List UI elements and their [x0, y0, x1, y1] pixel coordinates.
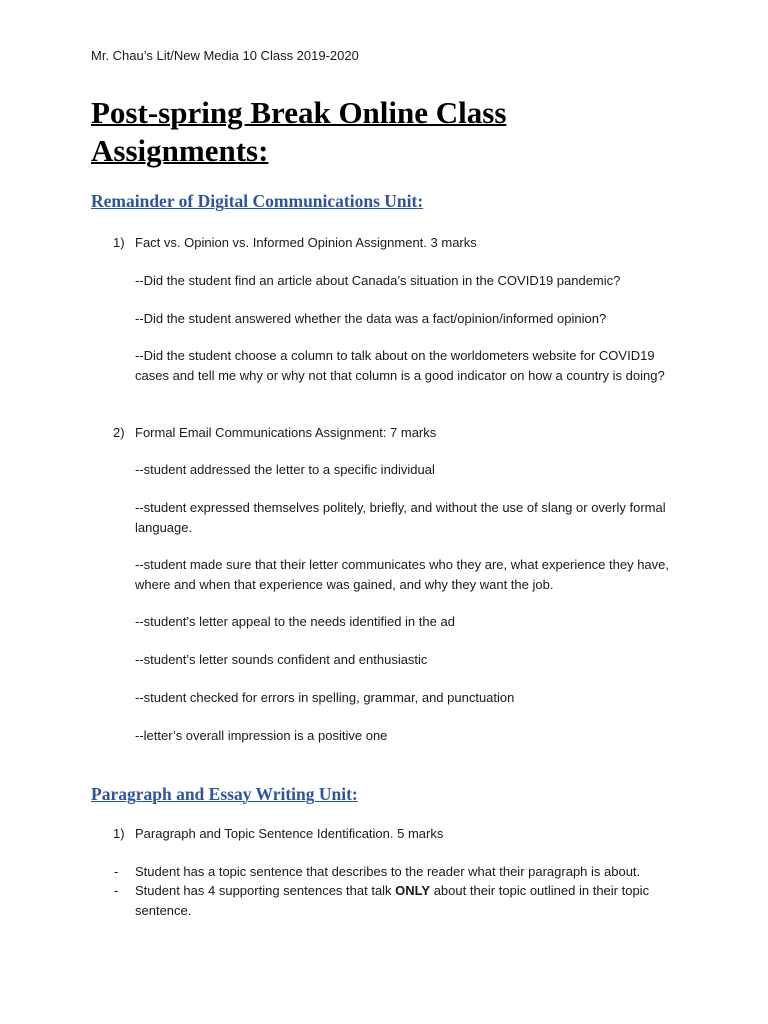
criterion-text: --student’s letter sounds confident and enthusiastic: [135, 652, 428, 667]
bullet-text: Student has a topic sentence that describes to the reader what their paragraph is about.: [135, 864, 641, 879]
bullet-text-emphasis: ONLY: [395, 883, 431, 898]
criterion-text: --student expressed themselves politely, briefly, and without the use of slang or overly formal language.: [135, 500, 666, 535]
criterion-text: --Did the student choose a column to talk about on the worldometers website for COVID19 cases and tell me why or why not that column is a good indicator on how a country is doing?: [135, 348, 665, 383]
bullet-marker: -: [114, 864, 119, 879]
course-header: Mr. Chau’s Lit/New Media 10 Class 2019-2020: [91, 48, 359, 63]
assignment-title-fact-opinion: Fact vs. Opinion vs. Informed Opinion Assignment. 3 marks: [135, 235, 477, 250]
criterion-text: --student checked for errors in spelling, grammar, and punctuation: [135, 690, 515, 705]
criterion-text: --letter’s overall impression is a positive one: [135, 728, 388, 743]
bullet-text: [135, 881, 685, 920]
item-number: 1): [113, 826, 125, 841]
assignment-title-formal-email: Formal Email Communications Assignment: 7 marks: [135, 425, 437, 440]
criterion-text: --Did the student find an article about Canada’s situation in the COVID19 pandemic?: [135, 273, 621, 288]
item-number: 2): [113, 425, 125, 440]
assignment-title-paragraph-topic: Paragraph and Topic Sentence Identification. 5 marks: [135, 826, 444, 841]
criterion-text: --student’s letter appeal to the needs identified in the ad: [135, 614, 455, 629]
criterion-text: --student addressed the letter to a specific individual: [135, 462, 435, 477]
bullet-text-before: Student has 4 supporting sentences that talk: [135, 883, 396, 898]
bullet-marker: -: [114, 883, 119, 898]
criterion-text: --Did the student answered whether the data was a fact/opinion/informed opinion?: [135, 311, 607, 326]
title-line-1: Post-spring Break Online Class: [91, 95, 507, 130]
item-number: 1): [113, 235, 125, 250]
title-line-2: Assignments:: [91, 133, 269, 168]
page-title: [91, 94, 731, 170]
bullet-text-after: about their topic outlined in their topic sentence.: [135, 883, 650, 918]
criterion-text: --student made sure that their letter communicates who they are, what experience they have, where and when that experience was gained, and why they want the job.: [135, 557, 669, 592]
section-heading-digital-communications: Remainder of Digital Communications Unit:: [91, 191, 424, 211]
section-heading-paragraph-essay: Paragraph and Essay Writing Unit:: [91, 784, 358, 804]
